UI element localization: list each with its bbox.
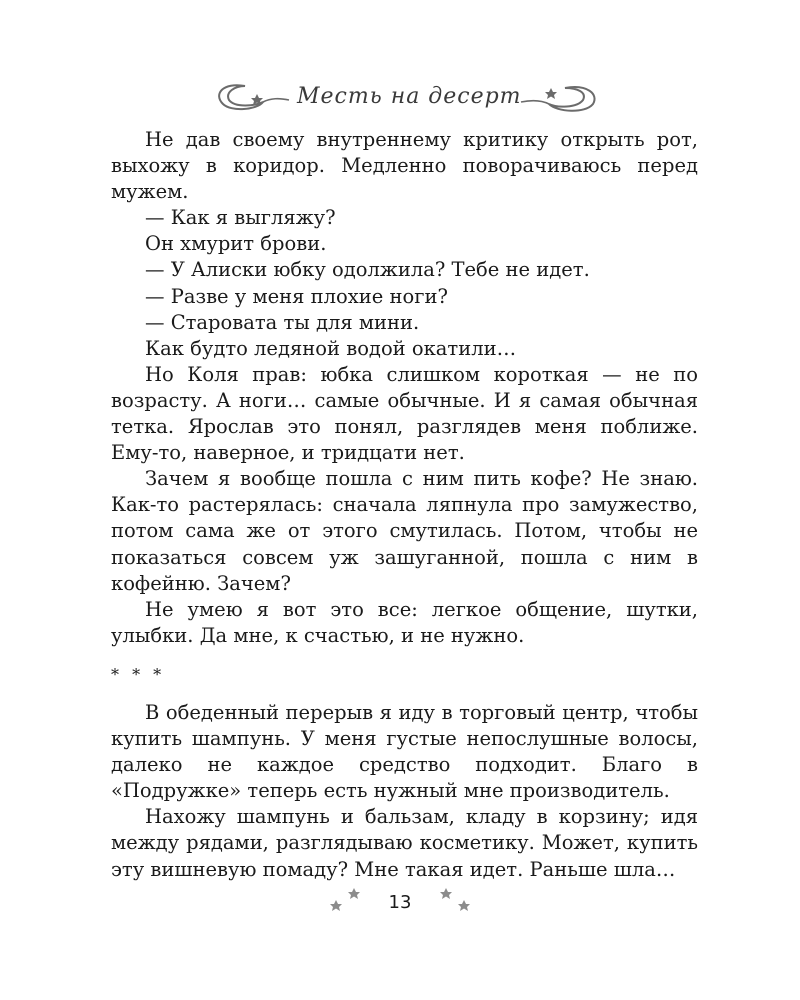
right-star-icon xyxy=(545,88,557,99)
dialog-line: — Как я выгляжу? xyxy=(145,206,336,230)
page-number: 13 xyxy=(388,892,412,913)
page-footer xyxy=(320,880,480,920)
section-separator: * * * xyxy=(111,664,166,684)
page-body xyxy=(111,127,698,883)
paragraph: Как будто ледяной водой окатили… xyxy=(145,336,517,360)
paragraph: Зачем я вообще пошла с ним пить кофе? Не знаю. Как-то растерялась: сначала ляпнула про замужество, потом сама же от этого смутилась. Потом, чтобы не показаться совсем уж зашуганной, пошла с ним в кофейню. Зачем? xyxy=(111,467,698,595)
paragraph: Нахожу шампунь и бальзам, кладу в корзину; идя между рядами, разглядываю косметику. Может, купить эту вишневую помаду? Мне такая идет. Раньше шла… xyxy=(111,805,698,881)
dialog-line: — Старовата ты для мини. xyxy=(145,310,420,334)
book-title: Месть на десерт xyxy=(297,84,522,109)
left-tail xyxy=(263,99,289,102)
dialog-line: — Разве у меня плохие ноги? xyxy=(145,284,448,308)
dialog-line: — У Алиски юбку одолжила? Тебе не идет. xyxy=(145,258,590,282)
paragraph: Не дав своему внутреннему критику открыть рот, выхожу в коридор. Медленно поворачиваюсь перед мужем. xyxy=(111,128,698,204)
paragraph: Но Коля прав: юбка слишком короткая — не по возрасту. А ноги… самые обычные. И я самая обычная тетка. Ярослав это понял, разглядев меня поближе. Ему-то, наверное, и тридцати нет. xyxy=(111,362,698,465)
running-header xyxy=(205,72,605,120)
right-swirl xyxy=(549,87,595,111)
right-tail xyxy=(521,101,549,104)
paragraph: Он хмурит брови. xyxy=(145,232,327,256)
paragraph: Не умею я вот это все: легкое общение, шутки, улыбки. Да мне, к счастью, и не нужно. xyxy=(111,597,698,647)
paragraph: В обеденный перерыв я иду в торговый центр, чтобы купить шампунь. У меня густые непослушные волосы, далеко не каждое средство подходит. Благо в «Подружке» теперь есть нужный мне производитель. xyxy=(111,700,698,803)
